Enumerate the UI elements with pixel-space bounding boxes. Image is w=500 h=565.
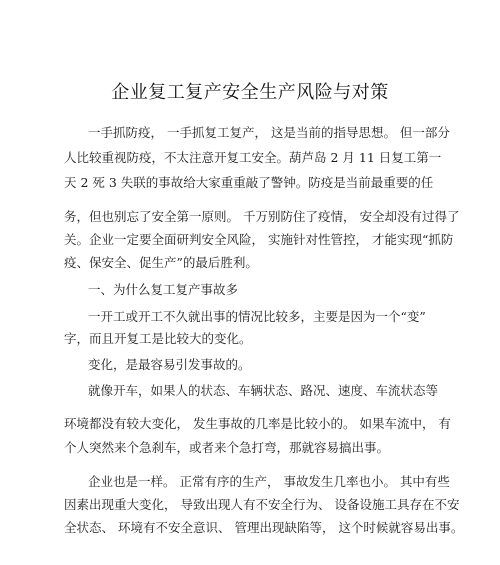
paragraph-line: 就像开车，如果人的状态、车辆状态、路况、速度、车流状态等: [88, 383, 439, 398]
paragraph-line: 一开工或开工不久就出事的情况比较多，主要是因为一个“变”: [88, 309, 426, 324]
paragraph-line: 字，而且开复工是比较大的变化。: [64, 331, 252, 346]
paragraph-line: 全状态、 环境有不安全意识、 管理出现缺陷等， 这个时候就容易出事。: [64, 520, 464, 535]
paragraph-line: 务，但也别忘了安全第一原则。 千万别防住了疫情， 安全却没有过得了: [64, 209, 460, 224]
paragraph-line: 人比较重视防疫，不太注意开复工安全。葫芦岛 2 月 11 日复工第一: [64, 150, 442, 165]
paragraph-line: 天 2 死 3 失联的事故给大家重重敲了警钟。防疫是当前最重要的任: [64, 175, 434, 190]
paragraph-line: 企业也是一样。 正常有序的生产， 事故发生几率也小。 其中有些: [88, 474, 450, 489]
paragraph-line: 因素出现重大变化， 导致出现人有不安全行为、 设备设施工具存在不安: [64, 497, 460, 512]
paragraph-line: 变化，是最容易引发事故的。: [88, 357, 251, 372]
document-title: 企业复工复产安全生产风险与对策: [111, 82, 389, 103]
paragraph-line: 个人突然来个急刹车，或者来个急打弯，那就容易搞出事。: [64, 440, 390, 455]
paragraph-line: 疫、保安全、促生产”的最后胜利。: [64, 255, 258, 270]
paragraph-line: 环境都没有较大变化， 发生事故的几率是比较小的。 如果车流中， 有: [64, 416, 451, 431]
paragraph-line: 一手抓防疫， 一手抓复工复产， 这是当前的指导思想。 但一部分: [88, 125, 450, 140]
section-heading: 一、为什么复工复产事故多: [88, 282, 239, 297]
paragraph-line: 关。企业一定要全面研判安全风险， 实施针对性管控， 才能实现“抓防: [64, 232, 454, 247]
